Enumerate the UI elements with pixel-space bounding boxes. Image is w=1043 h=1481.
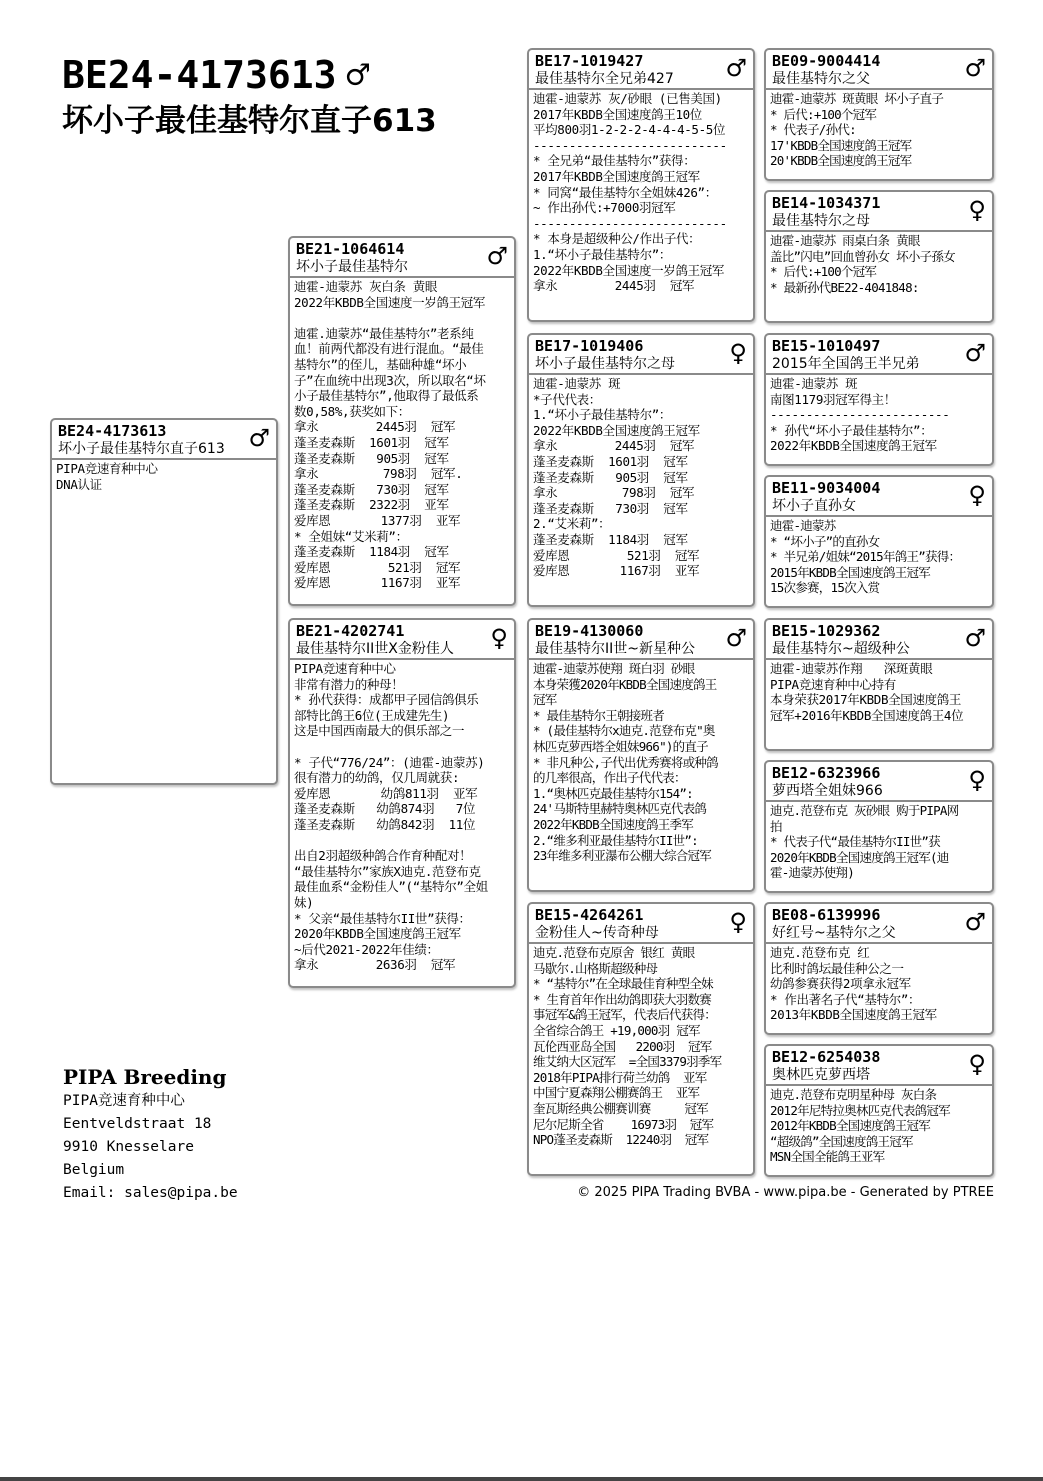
card-text-line: 这是中国西南最大的俱乐部之一 <box>294 723 465 739</box>
card-text-line: 迪霍-迪蒙苏 灰/砂眼 (已售美国) <box>533 91 722 106</box>
page-bottom-rule <box>0 1477 1043 1481</box>
card-text-line: 拿永 2445羽 冠军 <box>533 278 695 294</box>
card-text-line: 拿永 2445羽 冠军 <box>533 438 695 454</box>
male-symbol-icon: ♂ <box>964 54 986 82</box>
card-body <box>766 802 992 883</box>
female-symbol-icon: ♀ <box>729 908 747 936</box>
contact-block <box>63 1064 238 1205</box>
female-symbol-icon: ♀ <box>968 481 986 509</box>
card-body <box>766 517 992 598</box>
card-text-line: 爱库恩 521羽 冠军 <box>294 559 461 575</box>
card-text-line: 迪霍-迪蒙苏 斑 <box>770 376 858 391</box>
male-symbol-icon: ♂ <box>964 908 986 936</box>
card-header <box>52 420 276 460</box>
bird-name: 坏小子最佳基特尔之母 <box>535 356 675 372</box>
card-text-line: * 本身是超级种公/作出子代： <box>533 231 701 247</box>
card-body <box>529 944 753 1150</box>
card-text-line: 拿永 798羽 冠军. <box>294 466 463 482</box>
card-text-line: 2012年KBDB全国速度鸽王冠军 <box>770 1118 930 1134</box>
pedigree-card-sd <box>527 333 755 607</box>
pedigree-card-dsd <box>764 760 994 893</box>
card-text-line: 15次参赛，15次入赏 <box>770 580 880 596</box>
male-symbol-icon: ♂ <box>486 242 508 270</box>
company-name: PIPA Breeding <box>63 1065 227 1089</box>
card-text-line: * 代表子/孙代: <box>770 122 856 138</box>
card-header <box>766 192 992 232</box>
male-symbol-icon: ♂ <box>725 54 747 82</box>
card-text-line: 爱库恩 1167羽 亚军 <box>294 575 461 591</box>
card-text-line <box>294 739 510 755</box>
pedigree-card-ssd <box>764 190 994 323</box>
card-text-line: 维艾纳大区冠军 =全国3379羽季军 <box>533 1054 722 1070</box>
card-header <box>529 335 753 375</box>
card-text-line: 迪霍-迪蒙苏 <box>770 518 836 533</box>
card-text-line: 1.“奥林匹克最佳基特尔154”: <box>533 785 693 801</box>
contact-line: PIPA竞速育种中心 <box>63 1093 185 1109</box>
card-text-line: * 全姐妹“艾米莉”： <box>294 528 408 544</box>
ring-number: BE15-4264261 <box>535 906 644 924</box>
card-text-line: 的几率很高，作出子代代表： <box>533 770 686 786</box>
female-symbol-icon: ♀ <box>490 624 508 652</box>
card-text-line: * 最佳基特尔王朝接班者 <box>533 707 665 723</box>
subject-ring-title <box>62 52 369 98</box>
ring-number: BE17-1019406 <box>535 337 644 355</box>
card-header <box>529 50 753 90</box>
contact-line: Belgium <box>63 1162 125 1178</box>
male-symbol-icon: ♂ <box>964 339 986 367</box>
pedigree-card-dss <box>764 618 994 751</box>
card-text-line: 本身荣获2017年KBDB全国速度鸽王 <box>770 692 962 708</box>
card-text-line: 爱库恩 1167羽 亚军 <box>533 563 700 579</box>
bird-name: 奥林匹克萝西塔 <box>772 1067 870 1083</box>
female-symbol-icon: ♀ <box>729 339 747 367</box>
footer-copyright: © 2025 PIPA Trading BVBA - www.pipa.be - Generated by PTREE <box>577 1185 994 1200</box>
card-text-line: 蓬圣麦森斯 905羽 冠军 <box>533 469 688 485</box>
bird-name: 坏小子直孙女 <box>772 498 856 514</box>
female-symbol-icon: ♀ <box>968 196 986 224</box>
card-text-line: *子代代表： <box>533 391 601 407</box>
ring-number: BE09-9004414 <box>772 52 881 70</box>
card-text-line: 蓬圣麦森斯 幼鸽874羽 7位 <box>294 801 476 817</box>
female-symbol-icon: ♀ <box>968 1050 986 1078</box>
card-text-line: * 半兄弟/姐妹“2015年鸽王”获得： <box>770 549 961 565</box>
card-text-line: 迪克.范登布克原舍 银红 黄眼 <box>533 945 695 960</box>
card-text-line: 2022年KBDB全国速度鸽王冠军 <box>533 422 700 438</box>
card-text-line: 2013年KBDB全国速度鸽王冠军 <box>770 1007 937 1023</box>
card-text-line: 2017年KBDB全国速度鸽王冠军 <box>533 168 700 184</box>
card-text-line: 林匹克萝西塔全姐妹966")的直子 <box>533 738 708 754</box>
card-text-line: 马歇尔.山格斯超级种母 <box>533 960 658 976</box>
card-text-line: * 同窝“最佳基特尔全姐妹426”： <box>533 184 717 200</box>
ring-number: BE12-6254038 <box>772 1048 881 1066</box>
card-text-line: 妹) <box>294 894 314 910</box>
card-body <box>290 278 514 593</box>
card-text-line: PIPA竞速育种中心持有 <box>770 676 896 692</box>
ring-number: BE14-1034371 <box>772 194 881 212</box>
card-text-line: 迪霍.迪蒙苏“最佳基特尔”老系纯 <box>294 325 474 341</box>
card-text-line: MSN全国全能鸽王亚军 <box>770 1149 885 1165</box>
card-text-line: ~后代2021-2022年佳绩： <box>294 941 439 957</box>
ring-number: BE12-6323966 <box>772 764 881 782</box>
card-text-line: PIPA竞速育种中心 <box>56 461 158 476</box>
card-text-line: 蓬圣麦森斯 2322羽 亚军 <box>294 497 449 513</box>
ring-number: BE21-1064614 <box>296 240 405 258</box>
card-text-line: * 全兄弟“最佳基特尔”获得： <box>533 153 696 169</box>
card-body <box>290 660 514 975</box>
card-text-line: 2020年KBDB全国速度鸽王冠军 <box>294 926 461 942</box>
ring-number: BE15-1010497 <box>772 337 881 355</box>
card-text-line: “超级鸽”全国速度鸽王冠军 <box>770 1133 913 1149</box>
ring-number: BE21-4202741 <box>296 622 405 640</box>
card-text-line: 拿永 798羽 冠军 <box>533 485 695 501</box>
pedigree-card-subject <box>50 418 278 785</box>
bird-name: 最佳基特尔~超级种公 <box>772 641 910 657</box>
male-symbol-icon: ♂ <box>964 624 986 652</box>
card-text-line: 子”在血统中出现3次，所以取名“坏 <box>294 372 486 388</box>
ring-number: BE17-1019427 <box>535 52 644 70</box>
card-body <box>529 90 753 296</box>
card-text-line: 1.“坏小子最佳基特尔”： <box>533 407 672 423</box>
card-header <box>766 477 992 517</box>
card-text-line: --------------------------- <box>533 215 727 231</box>
card-text-line: 很有潜力的幼鸽，仅几周就获: <box>294 770 460 786</box>
card-text-line: NPO蓬圣麦森斯 12240羽 冠军 <box>533 1132 709 1148</box>
contact-line: Eentveldstraat 18 <box>63 1116 212 1132</box>
card-text-line: 爱库恩 幼鸽811羽 亚军 <box>294 785 478 801</box>
ring-number: BE11-9034004 <box>772 479 881 497</box>
card-text-line: * “基特尔”在全球最佳育种型全妹 <box>533 976 713 992</box>
ring-number: BE19-4130060 <box>535 622 644 640</box>
card-header <box>529 620 753 660</box>
card-header <box>529 904 753 944</box>
card-text-line: 1.“坏小子最佳基特尔”： <box>533 246 672 262</box>
pedigree-card-sss <box>764 48 994 181</box>
male-symbol-icon: ♂ <box>346 53 370 97</box>
bird-name: 最佳基特尔之母 <box>772 213 870 229</box>
bird-name: 2015年全国鸽王半兄弟 <box>772 356 920 372</box>
card-text-line: 蓬圣麦森斯 905羽 冠军 <box>294 450 449 466</box>
card-text-line: 冠军+2016年KBDB全国速度鸽王4位 <box>770 707 964 723</box>
bird-name: 萝西塔全姐妹966 <box>772 783 883 799</box>
card-text-line: * 孙代获得：成都甲子园信鸽俱乐 <box>294 692 479 708</box>
card-text-line: 2022年KBDB全国速度鸽王冠军 <box>770 438 937 454</box>
card-text-line: 数0,58%,获奖如下： <box>294 403 410 419</box>
card-text-line: 爱库恩 1377羽 亚军 <box>294 512 461 528</box>
card-text-line: 事冠军&鸽王冠军，代表后代获得： <box>533 1007 717 1023</box>
card-text-line: “最佳基特尔”家族X迪克.范登布克 <box>294 863 481 879</box>
card-text-line: 基特尔”的侄儿，基础种雄“坏小 <box>294 356 467 372</box>
bird-name: 坏小子最佳基特尔直子613 <box>58 441 225 457</box>
card-header <box>766 50 992 90</box>
bird-name: 好红号~基特尔之父 <box>772 925 896 941</box>
card-text-line: 2022年KBDB全国速度一岁鸽王冠军 <box>533 262 725 278</box>
card-text-line: 血！前两代都没有进行混血。“最佳 <box>294 341 484 357</box>
card-text-line: DNA认证 <box>56 476 102 492</box>
card-text-line: 迪克.范登布克 红 <box>770 945 870 960</box>
card-text-line: * 父亲“最佳基特尔II世”获得： <box>294 910 471 926</box>
card-text-line: ~ 作出孙代:+7000羽冠军 <box>533 200 676 216</box>
pedigree-card-ds <box>527 618 755 892</box>
card-header <box>290 620 514 660</box>
ring-number: BE08-6139996 <box>772 906 881 924</box>
card-text-line: * 后代:+100个冠军 <box>770 106 877 122</box>
card-text-line: 最佳血系“金粉佳人”(“基特尔”全姐 <box>294 879 488 895</box>
card-text-line: 蓬圣麦森斯 1601羽 冠军 <box>533 453 688 469</box>
card-text-line: 2022年KBDB全国速度一岁鸽王冠军 <box>294 294 486 310</box>
card-text-line: 迪霍-迪蒙苏使翔 斑白羽 砂眼 <box>533 661 695 676</box>
card-text-line: PIPA竞速育种中心 <box>294 661 396 676</box>
card-text-line: 2018年PIPA排行荷兰幼鸽 亚军 <box>533 1069 707 1085</box>
card-text-line: --------------------------- <box>533 137 727 153</box>
card-text-line: 非常有潜力的种母！ <box>294 676 404 692</box>
card-body <box>766 232 992 297</box>
bird-name: 最佳基特尔之父 <box>772 71 870 87</box>
card-header <box>766 1046 992 1086</box>
card-header <box>766 904 992 944</box>
card-text-line: 迪克.范登布克 灰砂眼 购于PIPA网 <box>770 803 959 818</box>
pedigree-card-dds <box>764 902 994 1035</box>
card-text-line: 出自2羽超级种鸽合作育种配对！ <box>294 848 472 864</box>
card-text-line: * “坏小子”的直孙女 <box>770 533 880 549</box>
card-text-line: * 孙代“坏小子最佳基特尔”： <box>770 422 933 438</box>
card-text-line: 幼鸽参赛获得2项拿永冠军 <box>770 976 911 992</box>
card-text-line: * (最佳基特尔x迪克.范登布克"奥 <box>533 723 715 739</box>
card-text-line: 蓬圣麦森斯 730羽 冠军 <box>294 481 449 497</box>
contact-line: 9910 Knesselare <box>63 1139 194 1155</box>
pedigree-card-dd <box>527 902 755 1176</box>
card-text-line: 冠军 <box>533 692 557 708</box>
card-text-line: 2022年KBDB全国速度鸽王季军 <box>533 816 693 832</box>
card-text-line: * 作出著名子代“基特尔”： <box>770 991 921 1007</box>
card-text-line: 部特比鸽王6位(王成建先生) <box>294 707 450 723</box>
card-text-line: 蓬圣麦森斯 1601羽 冠军 <box>294 434 449 450</box>
card-text-line: 全省综合鸽王 +19,000羽 冠军 <box>533 1022 700 1038</box>
card-text-line: 迪霍-迪蒙苏 雨桌白条 黄眼 <box>770 233 920 248</box>
pedigree-card-dam <box>288 618 516 988</box>
card-body <box>766 90 992 171</box>
pedigree-card-sds <box>764 333 994 466</box>
card-text-line: 盖比”闪电”回血曾孙女 坏小子孫女 <box>770 248 955 264</box>
card-body <box>52 460 276 494</box>
card-text-line: 迪霍-迪蒙苏作翔 深斑黄眼 <box>770 661 933 676</box>
card-text-line: 爱库恩 521羽 冠军 <box>533 547 700 563</box>
subject-ring: BE24-4173613 <box>62 53 337 97</box>
pedigree-card-ss <box>527 48 755 322</box>
card-text-line: 蓬圣麦森斯 730羽 冠军 <box>533 500 688 516</box>
card-text-line: 蓬圣麦森斯 1184羽 冠军 <box>294 544 449 560</box>
bird-name: 最佳基特尔II世~新星种公 <box>535 641 695 657</box>
bird-name: 金粉佳人~传奇种母 <box>535 925 659 941</box>
card-text-line: 2.“维多利亚最佳基特尔II世”: <box>533 832 698 848</box>
card-text-line: * 生育首年作出幼鸽即获大羽数赛 <box>533 991 712 1007</box>
card-text-line: 平均800羽1-2-2-2-4-4-4-5-5位 <box>533 122 726 138</box>
card-text-line: 拿永 2445羽 冠军 <box>294 419 456 435</box>
male-symbol-icon: ♂ <box>725 624 747 652</box>
card-text-line: 本身荣獲2020年KBDB全国速度鸽王 <box>533 676 717 692</box>
card-text-line: 拍 <box>770 818 782 834</box>
card-text-line: 迪霍-迪蒙苏 斑黄眼 坏小子直子 <box>770 91 944 106</box>
card-text-line: 迪霍-迪蒙苏 斑 <box>533 376 621 391</box>
bird-name: 坏小子最佳基特尔 <box>296 259 408 275</box>
card-text-line: 奎瓦斯经典公棚赛训赛 冠军 <box>533 1100 708 1116</box>
ring-number: BE24-4173613 <box>58 422 167 440</box>
card-text-line: 2020年KBDB全国速度鸽王冠军(迪 <box>770 849 949 865</box>
bird-name: 最佳基特尔II世X金粉佳人 <box>296 641 454 657</box>
card-text-line: 迪克.范登布克明星种母 灰白条 <box>770 1087 937 1102</box>
card-text-line: 尼尔尼斯全省 16973羽 冠军 <box>533 1116 714 1132</box>
card-text-line: ------------------------- <box>770 407 950 423</box>
subject-name-title: 坏小子最佳基特尔直子613 <box>62 103 437 139</box>
card-text-line: 迪霍-迪蒙苏 灰白条 黄眼 <box>294 279 438 294</box>
card-header <box>766 762 992 802</box>
card-header <box>290 238 514 278</box>
pedigree-card-ddd <box>764 1044 994 1177</box>
card-text-line: 17'KBDB全国速度鸽王冠军 <box>770 137 912 153</box>
card-text-line: 南图1179羽冠军得主！ <box>770 391 896 407</box>
card-body <box>529 660 753 866</box>
card-header <box>766 335 992 375</box>
card-text-line: 2015年KBDB全国速度鸽王冠军 <box>770 564 930 580</box>
card-body <box>766 944 992 1025</box>
card-text-line: * 非凡种公,子代出优秀赛将或种鸽 <box>533 754 718 770</box>
card-text-line: 小子最佳基特尔”,他取得了最低系 <box>294 388 479 404</box>
card-text-line: 蓬圣麦森斯 1184羽 冠军 <box>533 531 688 547</box>
card-text-line: * 子代“776/24”：(迪霍-迪蒙苏) <box>294 754 485 770</box>
card-text-line: 2.“艾米莉”： <box>533 516 611 532</box>
card-body <box>766 660 992 725</box>
card-text-line: 中国宁夏森翔公棚赛鸽王 亚军 <box>533 1085 700 1101</box>
card-body <box>529 375 753 581</box>
card-text-line: 比利时鸽坛最佳种公之一 <box>770 960 904 976</box>
card-text-line: 蓬圣麦森斯 幼鸽842羽 11位 <box>294 816 476 832</box>
female-symbol-icon: ♀ <box>968 766 986 794</box>
card-text-line: 2017年KBDB全国速度鸽王10位 <box>533 106 702 122</box>
card-text-line: 拿永 2636羽 冠军 <box>294 957 456 973</box>
card-text-line: 霍-迪蒙苏使翔) <box>770 865 855 881</box>
ring-number: BE15-1029362 <box>772 622 881 640</box>
male-symbol-icon: ♂ <box>248 424 270 452</box>
card-text-line: * 代表子代“最佳基特尔II世”获 <box>770 834 940 850</box>
card-body <box>766 375 992 456</box>
card-text-line <box>294 833 510 849</box>
card-text-line <box>294 310 510 326</box>
pedigree-card-sire <box>288 236 516 606</box>
pedigree-card-sdd <box>764 475 994 608</box>
bird-name: 最佳基特尔全兄弟427 <box>535 71 674 87</box>
card-text-line: * 后代:+100个冠军 <box>770 264 877 280</box>
card-text-line: 20'KBDB全国速度鸽王冠军 <box>770 153 912 169</box>
card-body <box>766 1086 992 1167</box>
card-text-line: 2012年尼特拉奥林匹克代表鸽冠军 <box>770 1102 950 1118</box>
card-text-line: 瓦伦西亚岛全国 2200羽 冠军 <box>533 1038 712 1054</box>
card-text-line: 23年维多利亚瀑布公棚大综合冠军 <box>533 848 712 864</box>
contact-email: Email: sales@pipa.be <box>63 1185 238 1201</box>
card-header <box>766 620 992 660</box>
card-text-line: * 最新孙代BE22-4041848: <box>770 279 919 295</box>
card-text-line: 24'马斯特里赫特奥林匹克代表鸽 <box>533 801 707 817</box>
